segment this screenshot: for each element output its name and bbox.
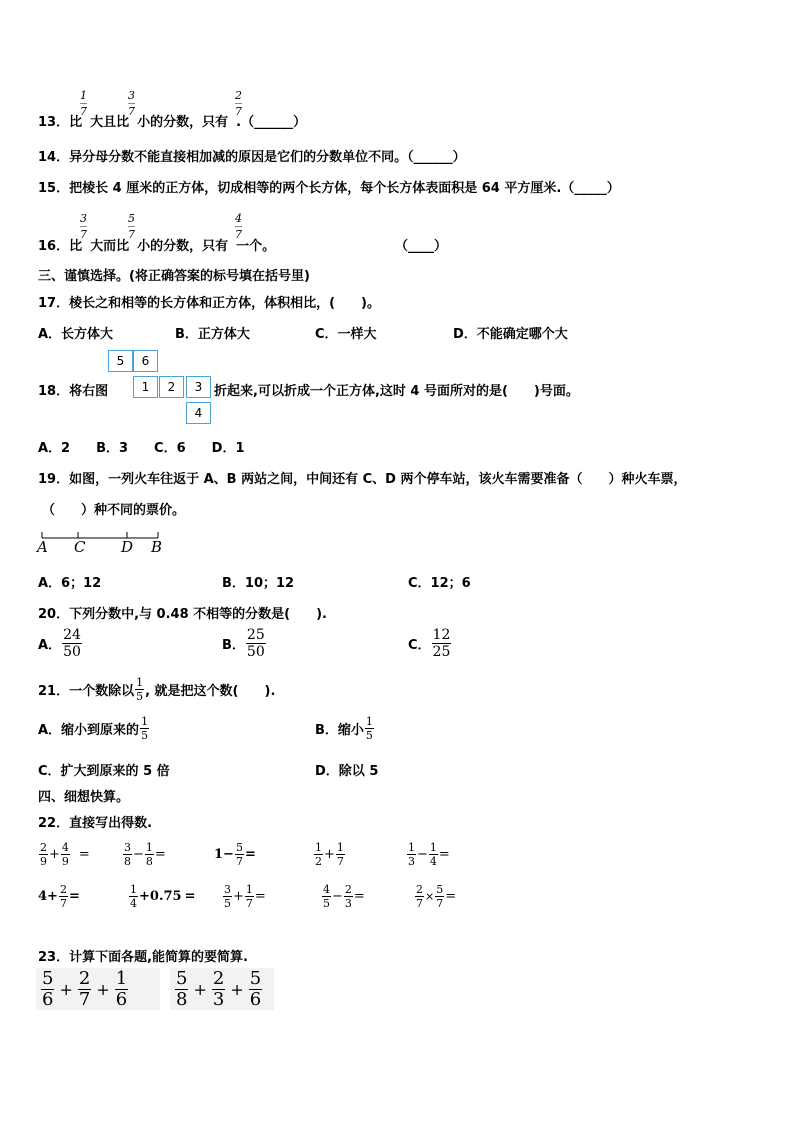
station-line-diagram [36, 528, 166, 558]
q16-frac-2: 5 7 [128, 212, 135, 241]
question-15: 15．把棱长 4 厘米的正方体，切成相等的两个长方体，每个长方体表面积是 64 平方厘米.（_____） [38, 181, 620, 196]
question-19-line1: 19．如图，一列火车往返于 A、B 两站之间，中间还有 C、D 两个停车站，该火车需要准备（ ）种火车票， [38, 472, 687, 487]
q16-frac-3: 4 7 [235, 212, 242, 241]
calc-item: $\frac{2}{9}$ + $\frac{4}{9}$ = [40, 841, 90, 868]
question-19-line2: （ ）种不同的票价。 [42, 503, 186, 518]
question-18: 折起来,可以折成一个正方体,这时 4 号面所对的是( )号面。 [214, 384, 579, 399]
q21-option-b: B．缩小 $\frac{1}{5}$ [315, 715, 373, 742]
station-b-label: B [151, 538, 163, 556]
q18-options: A．2 B．3 C．6 D．1 [38, 441, 245, 456]
q17-option-a: A．长方体大 [38, 327, 114, 342]
question-16-blank: （____） [395, 239, 448, 254]
q19-option-a: A．6；12 [38, 576, 102, 591]
q17-option-d: D．不能确定哪个大 [453, 327, 568, 342]
question-13: 13．比 大且比 小的分数，只有 .（______） [38, 115, 307, 130]
question-21: 21．一个数除以 $\frac{1}{5}$ , 就是把这个数( ). [38, 676, 276, 703]
cube-face-2: 2 [159, 376, 184, 398]
question-14: 14．异分母分数不能直接相加减的原因是它们的分数单位不同。（______） [38, 150, 466, 165]
calc-item: $\frac{3}{8}$ − $\frac{1}{8}$ = [124, 841, 166, 868]
q13-frac-3: 2 7 [235, 89, 242, 118]
q16-frac-1: 3 7 [80, 212, 87, 241]
calc-item: $\frac{3}{5}$ + $\frac{1}{7}$ = [224, 883, 266, 910]
q20-option-a: A． $\frac{24}{50}$ [38, 627, 81, 660]
question-22: 22．直接写出得数. [38, 816, 153, 831]
station-c-label: C [74, 538, 86, 556]
calc-item: 1− $\frac{5}{7}$ = [214, 841, 256, 868]
question-20: 20．下列分数中,与 0.48 不相等的分数是( ). [38, 607, 327, 622]
q19-option-c: C．12；6 [408, 576, 471, 591]
question-17: 17．棱长之和相等的长方体和正方体，体积相比，( )。 [38, 296, 380, 311]
q20-option-b: B． $\frac{25}{50}$ [222, 627, 265, 660]
calc-item: $\frac{4}{5}$ − $\frac{2}{3}$ = [323, 883, 365, 910]
q17-option-b: B．正方体大 [175, 327, 250, 342]
station-a-label: A [37, 538, 48, 556]
calc-item: $\frac{1}{2}$ + $\frac{1}{7}$ [315, 841, 344, 868]
station-d-label: D [121, 538, 134, 556]
calc-item: 4+ $\frac{2}{7}$ = [38, 883, 80, 910]
cube-face-6: 6 [133, 350, 158, 372]
question-18-prefix: 18．将右图 [38, 384, 109, 399]
question-23: 23．计算下面各题,能简算的要简算. [38, 950, 248, 965]
cube-face-3: 3 [186, 376, 211, 398]
cube-face-4: 4 [186, 402, 211, 424]
question-16: 16．比 大而比 小的分数，只有 一个。 [38, 239, 276, 254]
q21-option-c: C．扩大到原来的 5 倍 [38, 764, 170, 779]
section-3-heading: 三、谨慎选择。(将正确答案的标号填在括号里) [38, 269, 310, 284]
q13-frac-2: 3 7 [128, 89, 135, 118]
q13-frac-1: 1 7 [80, 89, 87, 118]
calc-item: $\frac{2}{7}$ × $\frac{5}{7}$ = [416, 883, 457, 910]
q21-option-a: A．缩小到原来的 $\frac{1}{5}$ [38, 715, 149, 742]
section-4-heading: 四、细想快算。 [38, 790, 130, 805]
calc-item: $\frac{1}{3}$ − $\frac{1}{4}$ = [408, 841, 450, 868]
q21-option-d: D．除以 5 [315, 764, 379, 779]
calc-item: $\frac{1}{4}$ +0.75 = [130, 883, 196, 910]
q17-option-c: C．一样大 [315, 327, 377, 342]
cube-face-5: 5 [108, 350, 133, 372]
cube-face-1: 1 [133, 376, 158, 398]
q19-option-b: B．10；12 [222, 576, 295, 591]
expression-1: $\frac{5}{6}$ + $\frac{2}{7}$ + $\frac{1}{6}$ [36, 968, 160, 1010]
q20-option-c: C． $\frac{12}{25}$ [408, 627, 451, 660]
expression-2: $\frac{5}{8}$ + $\frac{2}{3}$ + $\frac{5}{6}$ [170, 968, 274, 1010]
